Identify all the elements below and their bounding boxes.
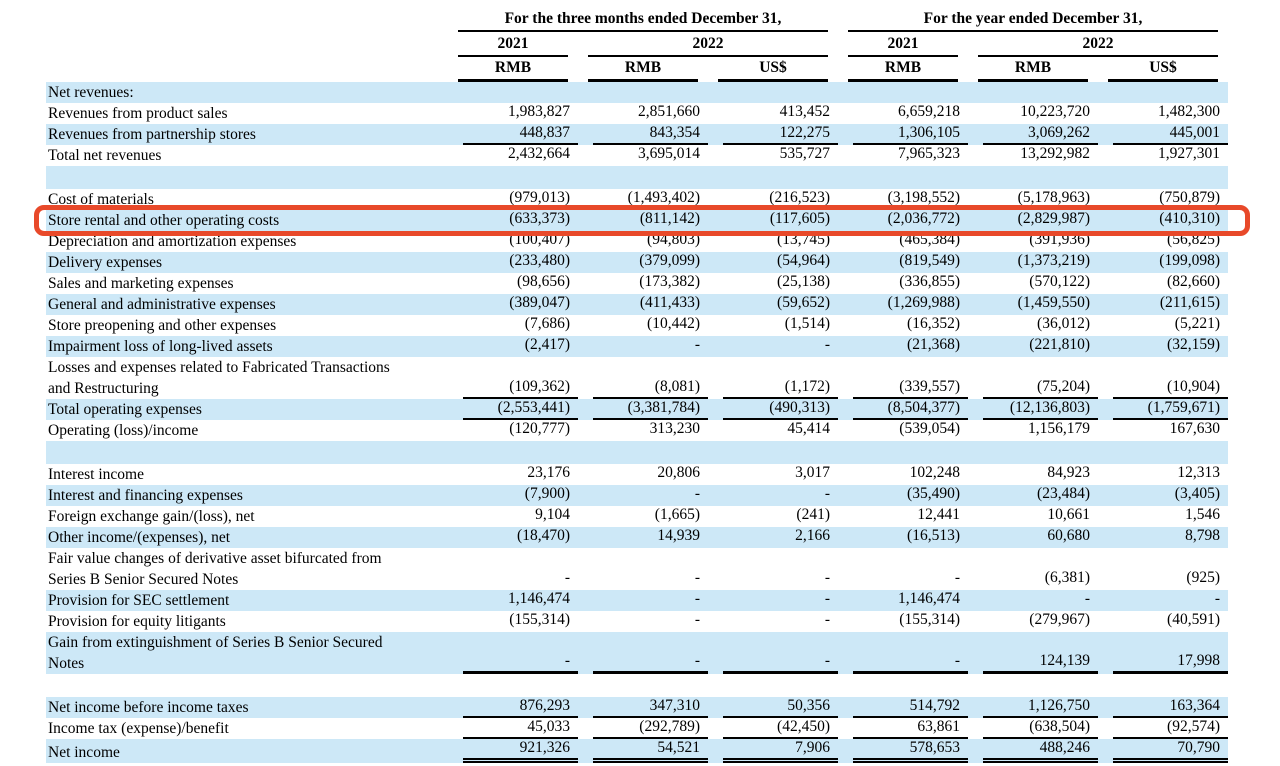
- row-label: [46, 674, 448, 697]
- row-label: Delivery expenses: [46, 252, 448, 273]
- cell-value: (2,036,772): [838, 210, 968, 231]
- cell-value: (1,759,671): [1098, 399, 1228, 420]
- cell-value: (391,936): [968, 231, 1098, 252]
- cell-value: 1,546: [1098, 506, 1228, 527]
- cell-value: (5,178,963): [968, 189, 1098, 210]
- row-label: Operating (loss)/income: [46, 420, 448, 441]
- cell-value: [708, 441, 838, 464]
- period-label: For the three months ended December 31,: [458, 10, 828, 32]
- cell-value: 124,139: [968, 632, 1098, 674]
- row-label: Other income/(expenses), net: [46, 527, 448, 548]
- table-row: [46, 357, 1228, 399]
- table-row: [46, 231, 1228, 252]
- row-label: Net income: [46, 739, 448, 763]
- cell-value: (211,615): [1098, 294, 1228, 315]
- row-label: Foreign exchange gain/(loss), net: [46, 506, 448, 527]
- cell-value: (23,484): [968, 485, 1098, 506]
- cell-value: (925): [1098, 548, 1228, 590]
- cell-value: 1,146,474: [448, 590, 578, 611]
- cell-value: (75,204): [968, 357, 1098, 399]
- cell-value: [708, 166, 838, 189]
- year-label: 2021: [848, 35, 958, 57]
- currency-label: RMB: [848, 59, 958, 82]
- cell-value: -: [708, 632, 838, 674]
- currency-label: US$: [1108, 59, 1218, 82]
- cell-value: (59,652): [708, 294, 838, 315]
- cell-value: 1,482,300: [1098, 103, 1228, 124]
- cell-value: (25,138): [708, 273, 838, 294]
- cell-value: -: [578, 336, 708, 357]
- cell-value: 167,630: [1098, 420, 1228, 441]
- cell-value: (233,480): [448, 252, 578, 273]
- cell-value: 535,727: [708, 145, 838, 166]
- cell-value: 8,798: [1098, 527, 1228, 548]
- cell-value: 3,695,014: [578, 145, 708, 166]
- row-label: [46, 441, 448, 464]
- cell-value: (633,373): [448, 210, 578, 231]
- cell-value: 60,680: [968, 527, 1098, 548]
- cell-value: (292,789): [578, 718, 708, 739]
- cell-value: [578, 674, 708, 697]
- cell-value: (1,172): [708, 357, 838, 399]
- row-label: General and administrative expenses: [46, 294, 448, 315]
- row-label: Total net revenues: [46, 145, 448, 166]
- cell-value: (1,514): [708, 315, 838, 336]
- cell-value: 843,354: [578, 124, 708, 145]
- cell-value: [968, 166, 1098, 189]
- period-header-year: [838, 5, 1228, 32]
- table-row: [46, 189, 1228, 210]
- year-header: [448, 32, 578, 57]
- cell-value: (117,605): [708, 210, 838, 231]
- table-row: [46, 485, 1228, 506]
- table-row: [46, 548, 1228, 590]
- row-label: Store preopening and other expenses: [46, 315, 448, 336]
- cell-value: [578, 166, 708, 189]
- cell-value: 2,851,660: [578, 103, 708, 124]
- year-header: [838, 32, 968, 57]
- cell-value: (8,081): [578, 357, 708, 399]
- cell-value: (82,660): [1098, 273, 1228, 294]
- cell-value: 10,661: [968, 506, 1098, 527]
- currency-label: RMB: [978, 59, 1088, 82]
- cell-value: (32,159): [1098, 336, 1228, 357]
- cell-value: 6,659,218: [838, 103, 968, 124]
- row-label: Store rental and other operating costs: [46, 210, 448, 231]
- cell-value: -: [968, 590, 1098, 611]
- row-label: Income tax (expense)/benefit: [46, 718, 448, 739]
- income-statement-table: [46, 5, 1228, 763]
- cell-value: -: [578, 611, 708, 632]
- cell-value: (389,047): [448, 294, 578, 315]
- row-label: Net income before income taxes: [46, 697, 448, 718]
- cell-value: 14,939: [578, 527, 708, 548]
- cell-value: (241): [708, 506, 838, 527]
- cell-value: [968, 441, 1098, 464]
- table-row: [46, 210, 1228, 231]
- cell-value: 63,861: [838, 718, 968, 739]
- cell-value: 7,965,323: [838, 145, 968, 166]
- table-row: [46, 294, 1228, 315]
- cell-value: 578,653: [838, 739, 968, 763]
- cell-value: (56,825): [1098, 231, 1228, 252]
- cell-value: 9,104: [448, 506, 578, 527]
- cell-value: 413,452: [708, 103, 838, 124]
- cell-value: -: [838, 632, 968, 674]
- row-label: [46, 166, 448, 189]
- cell-value: -: [578, 548, 708, 590]
- currency-header-row: [46, 57, 1228, 82]
- cell-value: (199,098): [1098, 252, 1228, 273]
- cell-value: [968, 674, 1098, 697]
- cell-value: -: [448, 548, 578, 590]
- row-label: Fair value changes of derivative asset bifurcated from Series B Senior Secured Notes: [46, 548, 448, 590]
- cell-value: (221,810): [968, 336, 1098, 357]
- row-label: Revenues from product sales: [46, 103, 448, 124]
- row-label: Sales and marketing expenses: [46, 273, 448, 294]
- row-label: Interest income: [46, 464, 448, 485]
- table-row: [46, 124, 1228, 145]
- cell-value: (750,879): [1098, 189, 1228, 210]
- cell-value: (539,054): [838, 420, 968, 441]
- row-label: Interest and financing expenses: [46, 485, 448, 506]
- cell-value: -: [708, 548, 838, 590]
- cell-value: 7,906: [708, 739, 838, 763]
- cell-value: 313,230: [578, 420, 708, 441]
- table-row: [46, 527, 1228, 548]
- cell-value: -: [708, 336, 838, 357]
- cell-value: (811,142): [578, 210, 708, 231]
- cell-value: (410,310): [1098, 210, 1228, 231]
- cell-value: [448, 82, 578, 103]
- cell-value: 45,414: [708, 420, 838, 441]
- cell-value: [1098, 441, 1228, 464]
- row-label: Total operating expenses: [46, 399, 448, 420]
- header-spacer: [46, 57, 448, 82]
- cell-value: (92,574): [1098, 718, 1228, 739]
- cell-value: (336,855): [838, 273, 968, 294]
- cell-value: 163,364: [1098, 697, 1228, 718]
- cell-value: [968, 82, 1098, 103]
- cell-value: -: [448, 632, 578, 674]
- cell-value: -: [578, 632, 708, 674]
- cell-value: (40,591): [1098, 611, 1228, 632]
- cell-value: 17,998: [1098, 632, 1228, 674]
- table-row: [46, 632, 1228, 674]
- cell-value: 45,033: [448, 718, 578, 739]
- cell-value: (2,829,987): [968, 210, 1098, 231]
- cell-value: 3,017: [708, 464, 838, 485]
- cell-value: (3,381,784): [578, 399, 708, 420]
- year-header-row: [46, 32, 1228, 57]
- year-header: [578, 32, 838, 57]
- cell-value: (411,433): [578, 294, 708, 315]
- row-label: Provision for SEC settlement: [46, 590, 448, 611]
- table-row: [46, 697, 1228, 718]
- row-label: Provision for equity litigants: [46, 611, 448, 632]
- cell-value: [838, 674, 968, 697]
- cell-value: 347,310: [578, 697, 708, 718]
- cell-value: 2,432,664: [448, 145, 578, 166]
- currency-header: [448, 57, 578, 82]
- cell-value: (109,362): [448, 357, 578, 399]
- cell-value: (3,198,552): [838, 189, 968, 210]
- table-row: [46, 252, 1228, 273]
- row-label: Cost of materials: [46, 189, 448, 210]
- table-header: [46, 5, 1228, 82]
- cell-value: (155,314): [838, 611, 968, 632]
- cell-value: (120,777): [448, 420, 578, 441]
- cell-value: 488,246: [968, 739, 1098, 763]
- table-row: [46, 464, 1228, 485]
- cell-value: 84,923: [968, 464, 1098, 485]
- cell-value: (16,513): [838, 527, 968, 548]
- table-row: [46, 336, 1228, 357]
- cell-value: (18,470): [448, 527, 578, 548]
- cell-value: -: [708, 611, 838, 632]
- cell-value: (21,368): [838, 336, 968, 357]
- cell-value: 876,293: [448, 697, 578, 718]
- row-label: Impairment loss of long-lived assets: [46, 336, 448, 357]
- table-row: [46, 273, 1228, 294]
- cell-value: (1,665): [578, 506, 708, 527]
- currency-header: [838, 57, 968, 82]
- cell-value: (5,221): [1098, 315, 1228, 336]
- table-row: [46, 611, 1228, 632]
- cell-value: 2,166: [708, 527, 838, 548]
- cell-value: (100,407): [448, 231, 578, 252]
- cell-value: 13,292,982: [968, 145, 1098, 166]
- cell-value: (10,904): [1098, 357, 1228, 399]
- cell-value: (279,967): [968, 611, 1098, 632]
- table-body: [46, 82, 1228, 763]
- cell-value: [1098, 166, 1228, 189]
- cell-value: (36,012): [968, 315, 1098, 336]
- row-label: Losses and expenses related to Fabricated Transactions and Restructuring: [46, 357, 448, 399]
- header-spacer: [46, 5, 448, 32]
- spacer-row: [46, 674, 1228, 697]
- cell-value: 12,441: [838, 506, 968, 527]
- cell-value: (570,122): [968, 273, 1098, 294]
- row-label: Revenues from partnership stores: [46, 124, 448, 145]
- cell-value: [578, 82, 708, 103]
- cell-value: -: [578, 590, 708, 611]
- cell-value: -: [1098, 590, 1228, 611]
- cell-value: 23,176: [448, 464, 578, 485]
- cell-value: (6,381): [968, 548, 1098, 590]
- cell-value: (54,964): [708, 252, 838, 273]
- cell-value: 1,983,827: [448, 103, 578, 124]
- table-row: [46, 315, 1228, 336]
- cell-value: 3,069,262: [968, 124, 1098, 145]
- row-label: Gain from extinguishment of Series B Senior Secured Notes: [46, 632, 448, 674]
- table-row: [46, 590, 1228, 611]
- cell-value: (979,013): [448, 189, 578, 210]
- row-label: Net revenues:: [46, 82, 448, 103]
- cell-value: (94,803): [578, 231, 708, 252]
- cell-value: 70,790: [1098, 739, 1228, 763]
- cell-value: (1,373,219): [968, 252, 1098, 273]
- cell-value: (1,459,550): [968, 294, 1098, 315]
- cell-value: [578, 441, 708, 464]
- currency-header: [968, 57, 1098, 82]
- spacer-row: [46, 166, 1228, 189]
- cell-value: -: [708, 590, 838, 611]
- cell-value: (819,549): [838, 252, 968, 273]
- period-header-row: [46, 5, 1228, 32]
- cell-value: 54,521: [578, 739, 708, 763]
- cell-value: (7,686): [448, 315, 578, 336]
- cell-value: 1,146,474: [838, 590, 968, 611]
- table-row: [46, 103, 1228, 124]
- cell-value: [838, 82, 968, 103]
- cell-value: 102,248: [838, 464, 968, 485]
- cell-value: [708, 82, 838, 103]
- cell-value: (379,099): [578, 252, 708, 273]
- year-label: 2022: [588, 35, 828, 57]
- currency-label: RMB: [458, 59, 568, 82]
- cell-value: (1,269,988): [838, 294, 968, 315]
- cell-value: 514,792: [838, 697, 968, 718]
- cell-value: 921,326: [448, 739, 578, 763]
- currency-label: RMB: [588, 59, 698, 82]
- cell-value: [448, 441, 578, 464]
- cell-value: (42,450): [708, 718, 838, 739]
- cell-value: [1098, 674, 1228, 697]
- cell-value: (8,504,377): [838, 399, 968, 420]
- row-label: Depreciation and amortization expenses: [46, 231, 448, 252]
- cell-value: (490,313): [708, 399, 838, 420]
- cell-value: (98,656): [448, 273, 578, 294]
- cell-value: 1,927,301: [1098, 145, 1228, 166]
- cell-value: 122,275: [708, 124, 838, 145]
- cell-value: (12,136,803): [968, 399, 1098, 420]
- cell-value: (216,523): [708, 189, 838, 210]
- cell-value: (155,314): [448, 611, 578, 632]
- cell-value: [448, 166, 578, 189]
- table-row: [46, 506, 1228, 527]
- cell-value: (35,490): [838, 485, 968, 506]
- table-row: [46, 420, 1228, 441]
- cell-value: -: [838, 548, 968, 590]
- cell-value: 1,306,105: [838, 124, 968, 145]
- cell-value: 1,156,179: [968, 420, 1098, 441]
- cell-value: (173,382): [578, 273, 708, 294]
- cell-value: (16,352): [838, 315, 968, 336]
- year-label: 2022: [978, 35, 1218, 57]
- cell-value: [708, 674, 838, 697]
- year-header: [968, 32, 1228, 57]
- cell-value: 1,126,750: [968, 697, 1098, 718]
- currency-header: [708, 57, 838, 82]
- cell-value: -: [708, 485, 838, 506]
- currency-label: US$: [718, 59, 828, 82]
- cell-value: 10,223,720: [968, 103, 1098, 124]
- header-spacer: [46, 32, 448, 57]
- cell-value: -: [578, 485, 708, 506]
- cell-value: 448,837: [448, 124, 578, 145]
- cell-value: (10,442): [578, 315, 708, 336]
- cell-value: [838, 166, 968, 189]
- cell-value: (465,384): [838, 231, 968, 252]
- period-header-three-months: [448, 5, 838, 32]
- cell-value: 50,356: [708, 697, 838, 718]
- cell-value: (13,745): [708, 231, 838, 252]
- cell-value: [448, 674, 578, 697]
- cell-value: (7,900): [448, 485, 578, 506]
- currency-header: [578, 57, 708, 82]
- spacer-row: [46, 441, 1228, 464]
- cell-value: (2,417): [448, 336, 578, 357]
- income-statement: [46, 5, 1228, 763]
- cell-value: (339,557): [838, 357, 968, 399]
- cell-value: (2,553,441): [448, 399, 578, 420]
- period-label: For the year ended December 31,: [848, 10, 1218, 32]
- cell-value: (638,504): [968, 718, 1098, 739]
- cell-value: 12,313: [1098, 464, 1228, 485]
- table-row: [46, 399, 1228, 420]
- cell-value: [1098, 82, 1228, 103]
- cell-value: (3,405): [1098, 485, 1228, 506]
- cell-value: [838, 441, 968, 464]
- table-row: [46, 82, 1228, 103]
- cell-value: 20,806: [578, 464, 708, 485]
- cell-value: (1,493,402): [578, 189, 708, 210]
- table-row: [46, 718, 1228, 739]
- currency-header: [1098, 57, 1228, 82]
- table-row: [46, 145, 1228, 166]
- cell-value: 445,001: [1098, 124, 1228, 145]
- year-label: 2021: [458, 35, 568, 57]
- table-row: [46, 739, 1228, 763]
